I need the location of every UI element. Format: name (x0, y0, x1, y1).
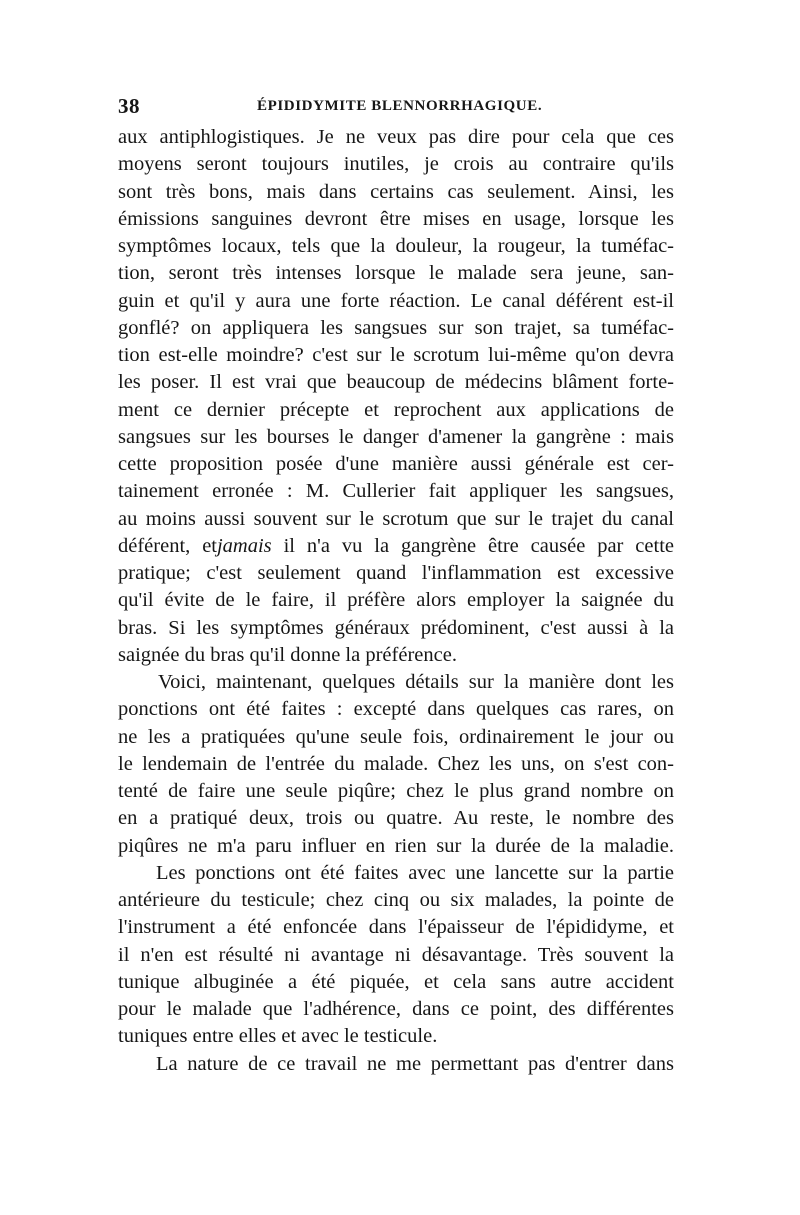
text-line: antérieure du testicule; chez cinq ou six malades, la pointe de (118, 889, 674, 911)
text-line: tion, seront très intenses lorsque le malade sera jeune, san- (118, 262, 674, 285)
text-line: saignée du bras qu'il donne la préférence. (118, 643, 457, 666)
text-line: piqûres ne m'a paru influer en rien sur la durée de la maladie. (118, 834, 674, 857)
text-line: l'instrument a été enfoncée dans l'épaisseur de l'épididyme, et (118, 916, 674, 939)
text-line: ponctions ont été faites : excepté dans quelques cas rares, on (118, 698, 674, 721)
text-line: bras. Si les symptômes généraux prédominent, c'est aussi à la (118, 616, 674, 639)
text-line: tunique albuginée a été piquée, et cela sans autre accident (118, 970, 674, 993)
text-line: il n'en est résulté ni avantage ni désavantage. Très souvent la (118, 943, 674, 966)
text-segment: déférent, et (118, 534, 217, 557)
text-line: tenté de faire une seule piqûre; chez le plus grand nombre on (118, 780, 674, 802)
text-line: ment ce dernier précepte et reprochent aux applications de (118, 398, 674, 421)
text-line: tion est-elle moindre? c'est sur le scrotum lui-même qu'on devra (118, 344, 674, 366)
running-header (118, 94, 674, 120)
text-line: en a pratiqué deux, trois ou quatre. Au reste, le nombre des (118, 807, 674, 830)
text-line: tuniques entre elles et avec le testicule. (118, 1025, 438, 1048)
text-line: Voici, maintenant, quelques détails sur la manière dont les (158, 671, 674, 693)
text-line: pour le malade que l'adhérence, dans ce point, des différentes (118, 998, 674, 1020)
text-line: sont très bons, mais dans certains cas seulement. Ainsi, les (118, 180, 674, 203)
text-line: gonflé? on appliquera les sangsues sur son trajet, sa tuméfac- (118, 316, 674, 339)
text-line: les poser. Il est vrai que beaucoup de médecins blâment forte- (118, 371, 674, 394)
text-line: émissions sanguines devront être mises en usage, lorsque les (118, 207, 674, 230)
text-line: pratique; c'est seulement quand l'inflammation est excessive (118, 562, 674, 584)
running-title: ÉPIDIDYMITE BLENNORRHAGIQUE. (257, 98, 543, 114)
text-line: cette proposition posée d'une manière aussi générale est cer- (118, 453, 674, 475)
text-line: sangsues sur les bourses le danger d'amener la gangrène : mais (118, 425, 674, 448)
text-line: La nature de ce travail ne me permettant pas d'entrer dans (156, 1052, 674, 1075)
text-line: tainement erronée : M. Cullerier fait appliquer les sangsues, (118, 480, 674, 503)
text-line: symptômes locaux, tels que la douleur, la rougeur, la tuméfac- (118, 235, 674, 257)
text-line-with-italic (118, 533, 674, 560)
text-line: ne les a pratiquées qu'une seule fois, ordinairement le jour ou (118, 725, 674, 748)
text-line: moyens seront toujours inutiles, je crois au contraire qu'ils (118, 153, 674, 176)
page-number: 38 (118, 94, 140, 118)
text-line: qu'il évite de le faire, il préfère alors employer la saignée du (118, 589, 674, 612)
text-line: aux antiphlogistiques. Je ne veux pas dire pour cela que ces (118, 126, 674, 148)
text-line: guin et qu'il y aura une forte réaction. Le canal déférent est-il (118, 289, 674, 312)
text-line: le lendemain de l'entrée du malade. Chez les uns, on s'est con- (118, 752, 674, 775)
text-line: Les ponctions ont été faites avec une lancette sur la partie (156, 861, 674, 884)
text-line: au moins aussi souvent sur le scrotum que sur le trajet du canal (118, 507, 674, 530)
text-segment: il n'a vu la gangrène être causée par cette (271, 534, 674, 557)
italic-word: jamais (216, 534, 272, 557)
body-text (118, 124, 674, 1078)
